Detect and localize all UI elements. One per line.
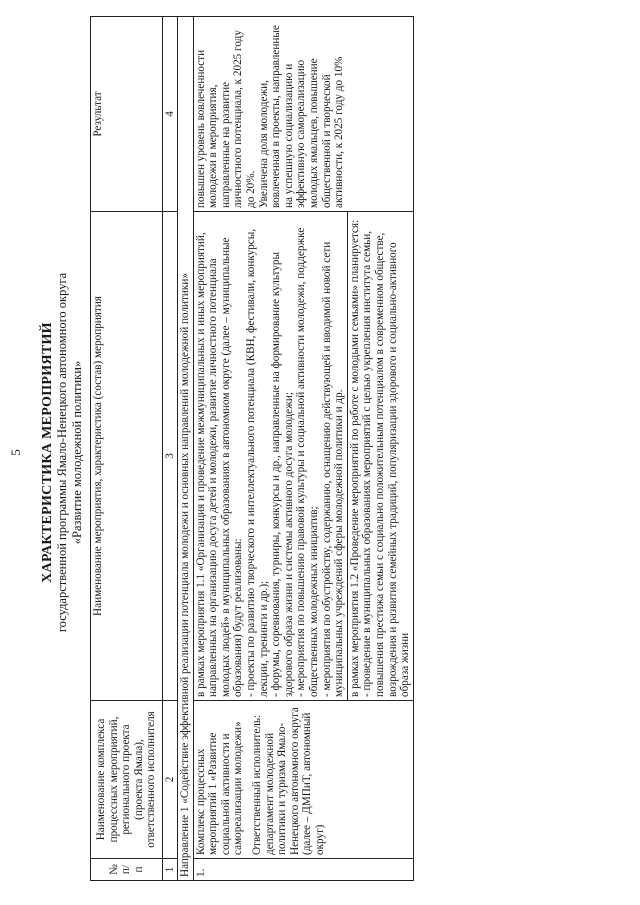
header-cell-complex: Наименование комплекса процессных мероприятий, регионального проекта (проекта Ямала), ответственного исполнителя xyxy=(91,701,163,859)
measure-line: - проекты по развитию творческого и интеллектуального потенциала (КВН, фестивали, конкурсы, лекции, тренинги и др.); xyxy=(244,228,270,697)
direction-row xyxy=(178,17,194,881)
measure-line: в рамках мероприятия 1.2 «Проведение мероприятий по работе с молодыми семьями» планируется: xyxy=(348,219,361,697)
measure-2-cell xyxy=(347,212,413,701)
measure-line: - форумы, соревнования, турниры, конкурсы и др., направленные на формирование культуры здорового образа жизни и системы активного досуга молодежи; xyxy=(270,252,295,697)
header-row xyxy=(91,17,163,881)
measure-line: - проведение в муниципальных образованиях мероприятий с целью укрепления института семьи, повышения престижа семьи с социально положительным потенциалом в современном обществе, возрождения и развития семейных традиций, популяризации здорового и социально-активного образа жизни xyxy=(361,230,412,697)
document-title: ХАРАКТЕРИСТИКА МЕРОПРИЯТИЙ xyxy=(40,322,55,583)
measure-1-cell xyxy=(193,212,347,701)
measures-table xyxy=(90,16,414,881)
header-cell-measure: Наименование мероприятия, характеристика (состав) мероприятия xyxy=(91,212,163,701)
measure-line: - мероприятия по повышению правовой культуры и социальной активности молодежи, поддержке общественных молодежных инициатив; xyxy=(295,227,320,697)
title-block xyxy=(40,0,85,905)
column-number: 3 xyxy=(163,212,178,701)
direction-heading: Направление 1 «Содействие эффективной реализации потенциала молодежи и основных направлений молодежной политики» xyxy=(178,17,194,881)
table-row xyxy=(193,17,347,881)
column-number: 2 xyxy=(163,701,178,859)
document-subtitle-2: «Развитие молодежной политики» xyxy=(70,360,84,545)
column-number: 1 xyxy=(163,859,178,881)
result-line: повышен уровень вовлеченности молодежи в мероприятия, направленные на развитие личностного потенциала, к 2025 году до 20%. xyxy=(194,30,257,208)
page-number: 5 xyxy=(8,449,23,456)
measure-line: в рамках мероприятия 1.1 «Организация и проведение межмуниципальных и иных мероприятий, направленных на организацию досуга детей и молодежи, развитие личностного потенциала молодых людей» в муниципальных образованиях в автономном округе (далее – муниципальные образования) будут реализованы: xyxy=(194,232,245,697)
document-subtitle-1: государственной программы Ямало-Ненецкого автономного округа xyxy=(55,272,69,633)
result-cell xyxy=(193,17,413,212)
complex-cell xyxy=(193,701,413,859)
responsible-executor: Ответственный исполнитель: департамент молодежной политики и туризма Ямало-Ненецкого автономного округа (далее – ДМПиТ, автономный округ) xyxy=(250,707,326,855)
row-number: 1. xyxy=(193,859,413,881)
header-cell-result: Результат xyxy=(91,17,163,212)
result-line: Увеличена доля молодежи, вовлеченная в проекты, направленные на успешную социализацию и эффективную самореализацию молодых ямальцев, повышение общественной и творческой активности, к 2025 году до 10% xyxy=(257,25,346,208)
header-cell-number: № п/п xyxy=(91,859,163,881)
column-number-row xyxy=(163,17,178,881)
column-number: 4 xyxy=(163,17,178,212)
measure-line: - мероприятия по обустройству, содержанию, оснащению действующей и вводимой новой сети муниципальных учреждений сферы молодежной политики и др. xyxy=(320,241,346,697)
complex-name: Комплекс процессных мероприятий 1 «Развитие социальной активности и самореализации молодежи» xyxy=(194,721,245,855)
